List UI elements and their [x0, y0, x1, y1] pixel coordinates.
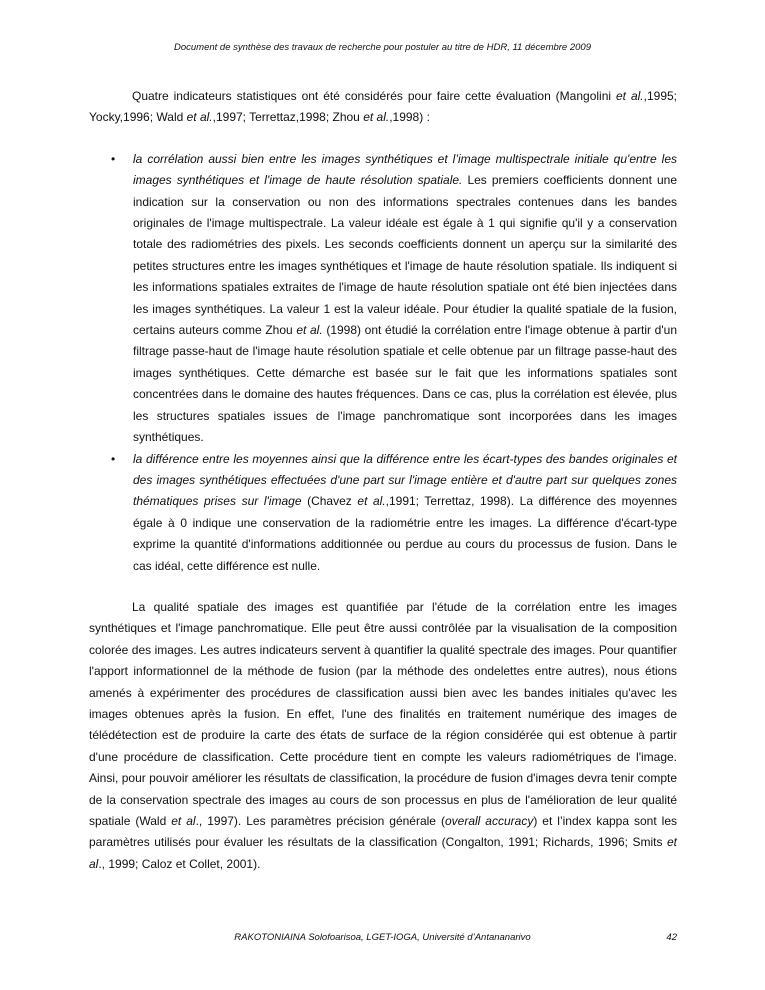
- indicator-list: [89, 149, 677, 577]
- page-header: Document de synthèse des travaux de recherche pour postuler au titre de HDR, 11 décembre 2009: [173, 42, 591, 53]
- footer-author: RAKOTONIAINA Solofoarisoa, LGET-IOGA, Université d’Antananarivo: [234, 932, 531, 943]
- list-item-text: la corrélation aussi bien entre les images synthétiques et l’image multispectrale initiale qu'entre les images synthétiques et l'image de haute résolution spatiale. Les premiers coefficients donnent une indication sur la conservation ou non des informations spectrales contenues dans les bandes originales de l'image multispectrale. La valeur idéale est égale à 1 qui signifie qu'il y a conservation totale des radiométries des pixels. Les seconds coefficients donnent un aperçu sur la similarité des petites structures entre les images synthétiques et l'image de haute résolution spatiale. Ils indiquent si les informations spatiales extraites de l'image de haute résolution spatiale ont été bien injectées dans les images synthétiques. La valeur 1 est la valeur idéale. Pour étudier la qualité spatiale de la fusion, certains auteurs comme Zhou et al. (1998) ont étudié la corrélation entre l'image obtenue à partir d'un filtrage passe-haut de l'image haute résolution spatiale et celle obtenue par un filtrage passe-haut des images synthétiques. Cette démarche est basée sur le fait que les informations spatiales sont concentrées dans le domaine des hautes fréquences. Dans ce cas, plus la corrélation est élevée, plus les structures spatiales issues de l'image panchromatique sont incorporées dans les images synthétiques.: [133, 151, 678, 445]
- document-body: [89, 86, 677, 875]
- intro-paragraph: Quatre indicateurs statistiques ont été considérés pour faire cette évaluation (Mangolini et al.,1995; Yocky,1996; Wald et al.,1997; Terrettaz,1998; Zhou et al.,1998) :: [89, 89, 678, 125]
- body-paragraph: La qualité spatiale des images est quantifiée par l'étude de la corrélation entre les images synthétiques et l'image panchromatique. Elle peut être aussi contrôlée par la visualisation de la composition colorée des images. Les autres indicateurs servent à quantifier la qualité spectrale des images. Pour quantifier l'apport informationnel de la méthode de fusion (par la méthode des ondelettes entre autres), nous étions amenés à expérimenter des procédures de classification aussi bien avec les bandes initiales qu'avec les images obtenues après la fusion. En effet, l'une des finalités en traitement numérique des images de télédétection est de produire la carte des états de surface de la région considérée qui est obtenue à partir d'une procédure de classification. Cette procédure tient en compte les valeurs radiométriques de l'image. Ainsi, pour pouvoir améliorer les résultats de classification, la procédure de fusion d'images devra tenir compte de la conservation spectrale des images au cours de son processus en plus de l'amélioration de leur qualité spatiale (Wald et al., 1997). Les paramètres précision générale (overall accuracy) et l’index kappa sont les paramètres utilisés pour évaluer les résultats de la classification (Congalton, 1991; Richards, 1996; Smits et al., 1999; Caloz et Collet, 2001).: [89, 599, 678, 871]
- list-item: [89, 149, 677, 449]
- page-number: 42: [666, 932, 677, 943]
- bullet-icon: •: [111, 151, 116, 166]
- list-item: [89, 449, 677, 577]
- list-item-text: la différence entre les moyennes ainsi que la différence entre les écart-types des bandes originales et des images synthétiques effectuées d'une part sur l'image entière et d'autre part sur quelques zones thématiques prises sur l'image (Chavez et al.,1991; Terrettaz, 1998). La différence des moyennes égale à 0 indique une conservation de la radiométrie entre les images. La différence d'écart-type exprime la quantité d'informations additionnée ou perdue au cours du processus de fusion. Dans le cas idéal, cette différence est nulle.: [133, 451, 677, 573]
- bullet-icon: •: [111, 451, 116, 466]
